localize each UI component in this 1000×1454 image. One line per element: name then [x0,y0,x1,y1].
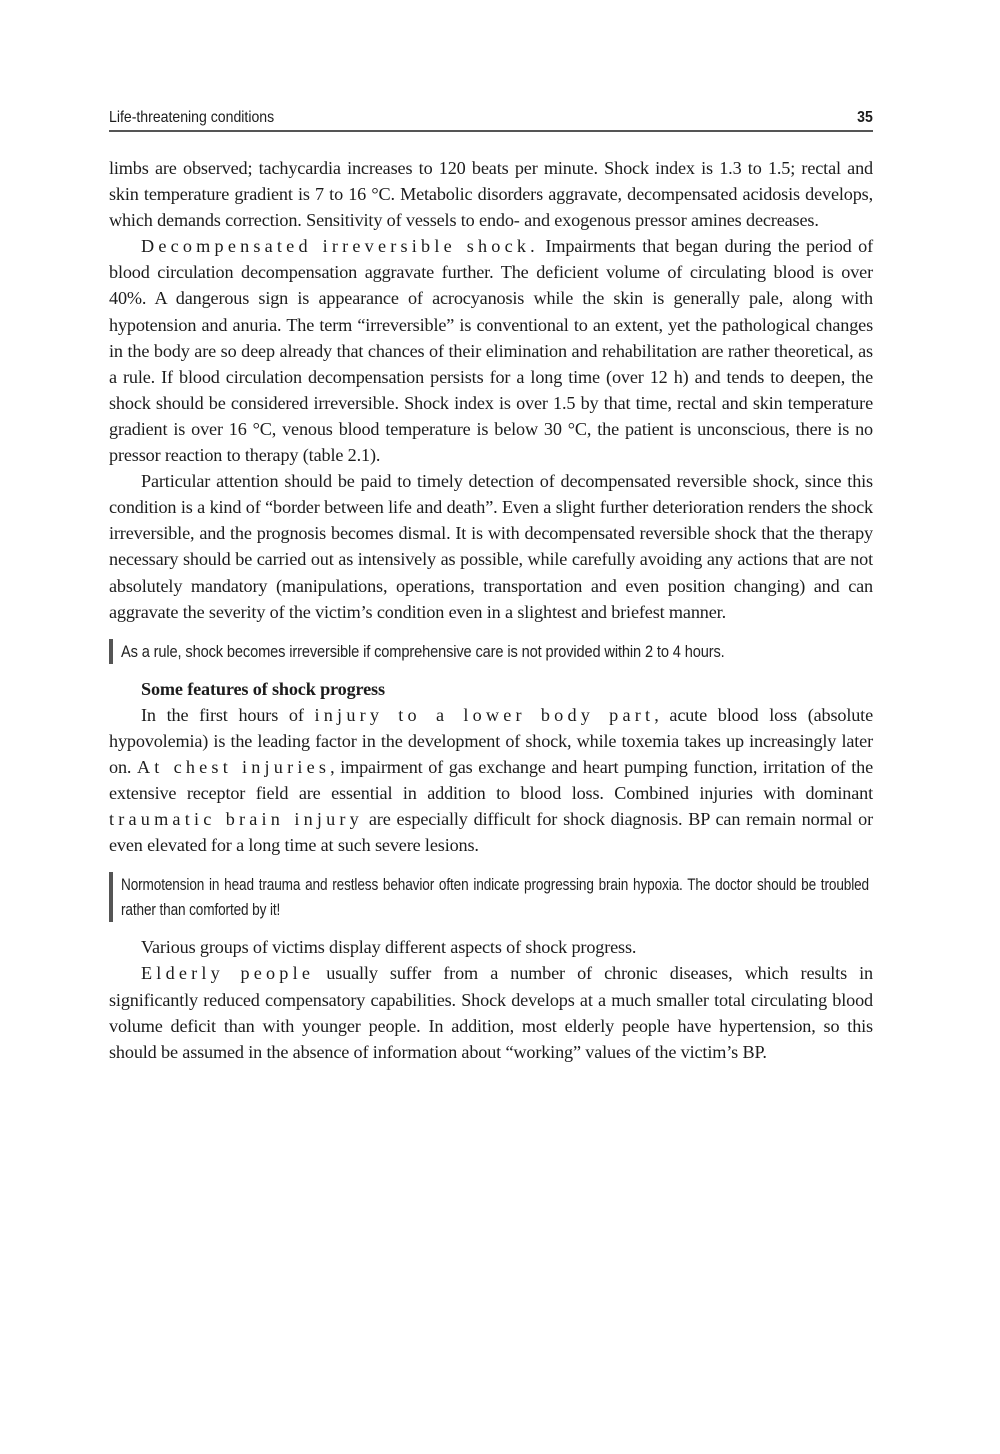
section-subheading: Some features of shock progress [141,678,385,699]
running-header [109,104,873,128]
spaced-term: traumatic brain injury [109,809,363,830]
paragraph: limbs are observed; tachycardia increases to 120 beats per minute. Shock index is 1.3 to 1.5; rectal and skin temperature gradient is 7 to 16 °C. Metabolic disorders aggravate, decompensated acidosis develops, which demands correction. Sensitivity of vessels to endo- and exogenous pressor amines decreases. [109,158,873,231]
header-rule [109,130,873,132]
body-text [109,155,873,1065]
callout-text: Normotension in head trauma and restless behavior often indicate progressing brain hypoxia. The doctor should be troubled rather than comforted by it! [121,875,869,920]
page-number: 35 [857,109,873,126]
running-title: Life-threatening conditions [109,109,275,126]
callout-text: As a rule, shock becomes irreversible if comprehensive care is not provided within 2 to 4 hours. [121,641,725,661]
paragraph: Particular attention should be paid to timely detection of decompensated reversible shock, since this condition is a kind of “border between life and death”. Even a slight further deterioration renders the shock irreversible, and the prognosis becomes dismal. It is with decompensated reversible shock that the therapy necessary should be carried out as intensively as possible, while carefully avoiding any actions that are not absolutely mandatory (manipulations, operations, transportation and even position changing) and can aggravate the severity of the victim’s condition even in a slightest and briefest manner. [109,471,873,622]
callout-box [109,872,873,922]
callout-box [109,639,873,664]
paragraph: In the first hours of injury to a lower body part, acute blood loss (absolute hypovolemia) is the leading factor in the development of shock, while toxemia takes up increasingly later on. At chest injuries, impairment of gas exchange and heart pumping function, irritation of the extensive receptor field are essential in addition to blood loss. Combined injuries with dominant traumatic brain injury are especially difficult for shock diagnosis. BP can remain normal or even elevated for a long time at such severe lesions. [109,704,874,856]
book-page [109,104,873,1065]
paragraph: Decompensated irreversible shock. Impairments that began during the period of blood circulation decompensation aggravate further. The deficient volume of circulating blood is over 40%. A dangerous sign is appearance of acrocyanosis while the skin is generally pale, along with hypotension and anuria. The term “irreversible” is conventional to an extent, yet the pathological changes in the body are so deep already that chances of their elimination and rehabilitation are rather theoretical, as a rule. If blood circulation decompensation persists for a long time (over 12 h) and tends to deepen, the shock should be considered irreversible. Shock index is over 1.5 by that time, rectal and skin temperature gradient is over 16 °C, venous blood temperature is below 30 °C, the patient is unconscious, there is no pressor reaction to therapy (table 2.1). [109,236,873,466]
spaced-term: At chest injuries [136,756,331,777]
spaced-term: Elderly people [141,963,315,984]
spaced-term: injury to a lower body part [314,704,655,725]
paragraph: Various groups of victims display different aspects of shock progress. [141,937,637,958]
paragraph: Elderly people usually suffer from a number of chronic diseases, which results in significantly reduced compensatory capabilities. Shock develops at a much smaller total circulating blood volume deficit than with younger people. In addition, most elderly people have hypertension, so this should be assumed in the absence of information about “working” values of the victim’s BP. [109,963,874,1062]
spaced-term: Decompensated irreversible shock. [141,236,539,257]
